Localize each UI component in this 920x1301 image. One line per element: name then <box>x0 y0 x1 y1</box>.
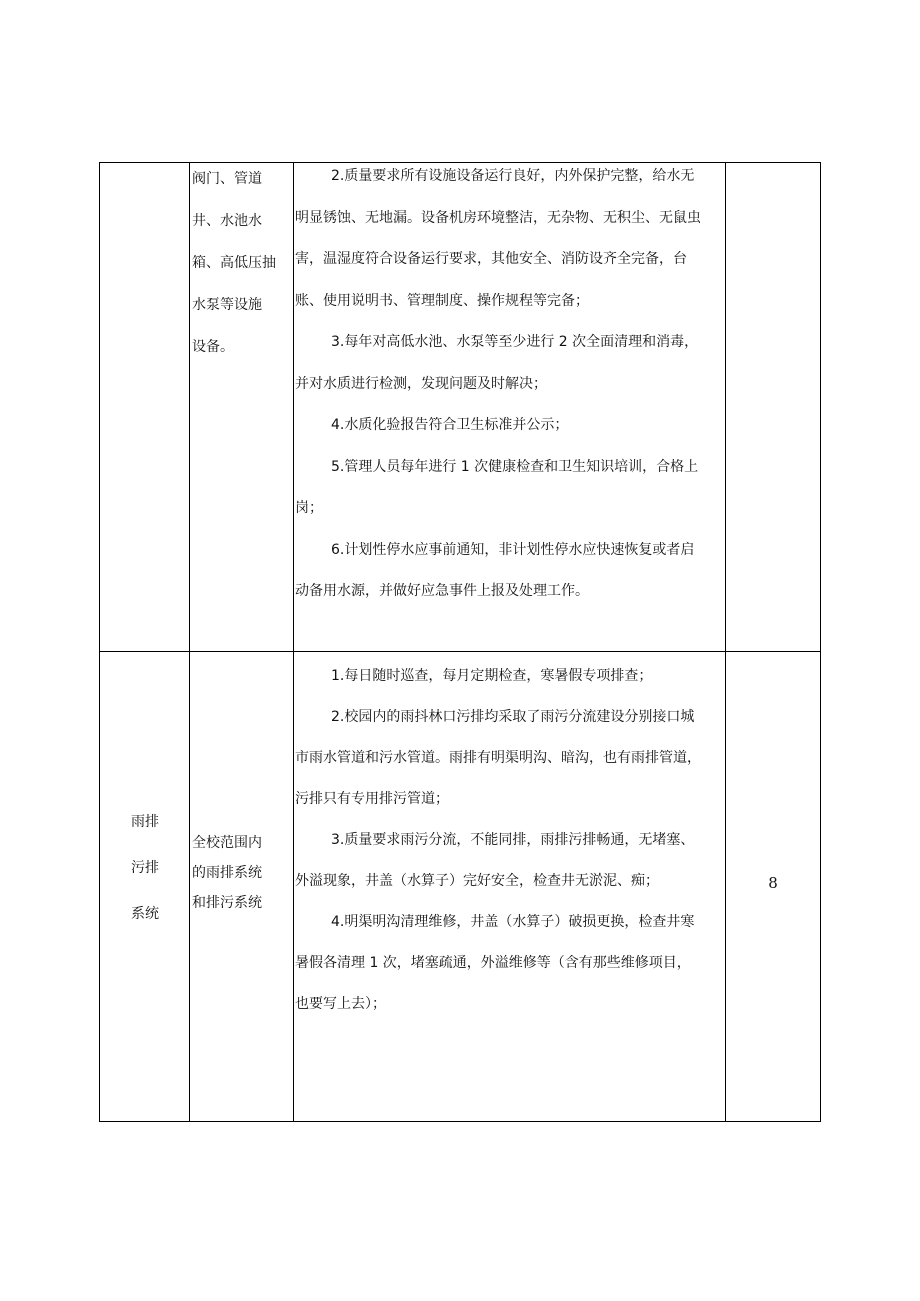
row1-scope-line: 设备。 <box>192 339 234 355</box>
row1-scope-line: 井、水池水 <box>192 213 262 229</box>
row1-scope-line: 阀门、管道 <box>192 171 262 187</box>
requirement-paragraph: 4.水质化验报告符合卫生标准并公示； <box>331 417 569 433</box>
requirement-paragraph: 4.明渠明沟清理维修，井盖（水算子）破损更换，检查井寒暑假各清理 1 次，堵塞疏通，外溢维修等（含有那些维修项目，也要写上去）； <box>295 914 695 1012</box>
row2-category <box>101 799 189 937</box>
table-border-left <box>99 162 100 1122</box>
column-divider-1 <box>189 162 190 1122</box>
table-border-bottom <box>99 1121 821 1122</box>
row2-category-line: 系统 <box>131 906 159 922</box>
row2-score: 8 <box>768 874 778 892</box>
row1-scope-line: 水泵等设施 <box>192 297 262 313</box>
requirement-paragraph: 3.质量要求雨污分流，不能同排，雨排污排畅通，无堵塞、外溢现象，井盖（水算子）完好安全，检查井无淤泥、痴； <box>295 832 695 889</box>
requirement-paragraph: 1.每日随时巡查，每月定期检查，寒暑假专项排查； <box>331 668 653 684</box>
maintenance-standards-table <box>99 162 821 1122</box>
row-divider <box>99 651 821 652</box>
row2-scope-line: 的雨排系统 <box>192 865 262 881</box>
row1-scope <box>192 158 292 368</box>
requirement-paragraph: 3.每年对高低水池、水泵等至少进行 2 次全面清理和消毒，并对水质进行检测，发现问题及时解决； <box>295 334 699 392</box>
requirement-paragraph: 5.管理人员每年进行 1 次健康检查和卫生知识培训，合格上岗； <box>295 458 699 516</box>
requirement-paragraph: 2.校园内的雨抖林口污排均采取了雨污分流建设分别接口城市雨水管道和污水管道。雨排有明渠明沟、暗沟，也有雨排管道，污排只有专用排污管道； <box>295 709 701 807</box>
requirement-paragraph: 2.质量要求所有设施设备运行良好，内外保护完整，给水无明显锈蚀、无地漏。设备机房环境整洁，无杂物、无积尘、无鼠虫害，温湿度符合设备运行要求，其他安全、消防设齐全完备，台账、使用说明书、管理制度、操作规程等完备； <box>295 168 701 309</box>
row2-scope-line: 全校范围内 <box>192 835 262 851</box>
row2-requirements <box>295 656 703 1025</box>
requirement-paragraph: 6.计划性停水应事前通知，非计划性停水应快速恢复或者启动备用水源，并做好应急事件上报及处理工作。 <box>295 541 695 599</box>
row1-requirements <box>295 156 703 613</box>
column-divider-3 <box>725 162 726 1122</box>
row2-category-line: 污排 <box>131 860 159 876</box>
row1-scope-line: 箱、高低压抽 <box>192 255 276 271</box>
row2-scope <box>192 828 292 918</box>
row2-category-line: 雨排 <box>131 814 159 830</box>
table-border-right <box>820 162 821 1122</box>
column-divider-2 <box>293 162 294 1122</box>
row2-scope-line: 和排污系统 <box>192 895 262 911</box>
